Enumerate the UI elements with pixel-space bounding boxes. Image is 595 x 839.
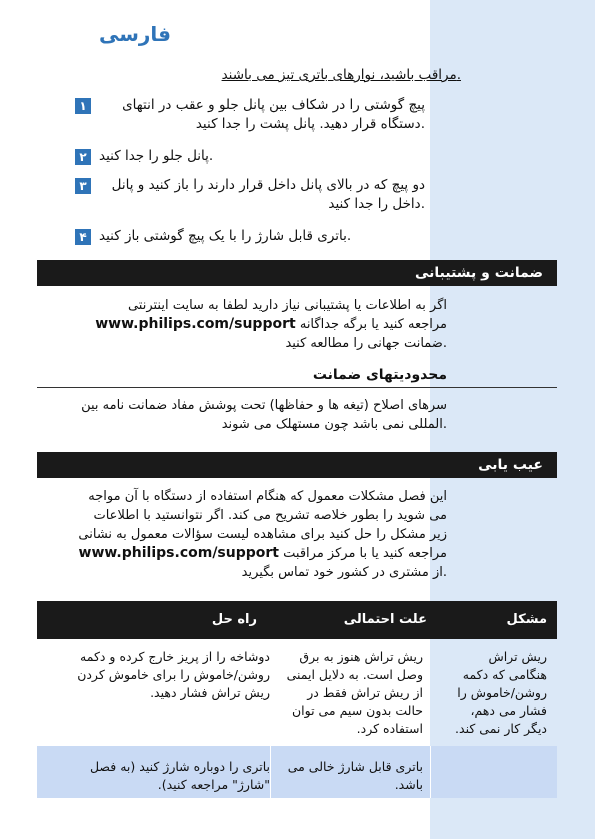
cell-divider bbox=[270, 746, 271, 798]
divider bbox=[37, 387, 557, 388]
table-header bbox=[37, 601, 557, 639]
step-2 bbox=[75, 147, 425, 166]
guarantee-text bbox=[75, 296, 447, 353]
guarantee-heading: ضمانت و پشتیبانی bbox=[37, 260, 557, 286]
restrictions-heading: محدودیتهای ضمانت bbox=[312, 367, 447, 383]
restrictions-text: سرهای اصلاح (تیغه ها و حفاظها) تحت پوشش مفاد ضمانت نامه بین المللی نمی باشد چون مستهلک می شوند. bbox=[81, 398, 447, 432]
header-cause: علت احتمالی bbox=[343, 612, 427, 627]
step-number: ۳ bbox=[75, 178, 91, 194]
row1-problem: ریش تراش هنگامی که دکمه روشن/خاموش را فشار می دهم، دیگر کار نمی کند. bbox=[455, 649, 547, 736]
cell-divider bbox=[430, 746, 431, 798]
row1-cause: ریش تراش هنوز به برق وصل است. به دلایل ایمنی از ریش تراش فقط در حالت بدون سیم می توان استفاده کرد. bbox=[286, 649, 423, 736]
guarantee-text-before: اگر به اطلاعات یا پشتیبانی نیاز دارید لطفا به سایت اینترنتی bbox=[127, 298, 447, 313]
row2-solution: باتری را دوباره شارژ کنید (به فصل "شارژ" مراجعه کنید). bbox=[89, 759, 270, 792]
step-1 bbox=[75, 96, 425, 134]
step-text: پیچ گوشتی را در شکاف بین پانل جلو و عقب در انتهای دستگاه قرار دهید. پانل پشت را جدا کنید. bbox=[122, 97, 425, 132]
step-text: دو پیچ که در بالای پانل داخل قرار دارند را باز کنید و پانل داخل را جدا کنید. bbox=[111, 177, 425, 212]
support-link[interactable]: www.philips.com/support bbox=[78, 545, 279, 561]
caution-note: مراقب باشید، نوارهای باتری تیز می باشند. bbox=[221, 67, 461, 83]
guarantee-text-after: مراجعه کنید یا برگه جداگانه ضمانت جهانی را مطالعه کنید. bbox=[285, 317, 447, 351]
header-solution: راه حل bbox=[211, 612, 257, 627]
step-4 bbox=[75, 227, 425, 246]
step-number: ۴ bbox=[75, 229, 91, 245]
step-number: ۱ bbox=[75, 98, 91, 114]
support-link[interactable]: www.philips.com/support bbox=[95, 316, 296, 332]
step-text: باتری قابل شارژ را با یک پیچ گوشتی باز کنید. bbox=[99, 228, 352, 244]
troubleshooting-text bbox=[75, 487, 447, 582]
troubleshooting-heading: عیب یابی bbox=[37, 452, 557, 478]
header-problem: مشکل bbox=[506, 612, 547, 627]
troubleshooting-text-after: مراجعه کنید یا با مرکز مراقبت از مشتری در کشور خود تماس بگیرید. bbox=[241, 546, 447, 580]
step-text: پانل جلو را جدا کنید. bbox=[99, 148, 214, 164]
row2-cause: باتری قابل شارژ خالی می باشد. bbox=[287, 759, 423, 792]
troubleshooting-text-before: این فصل مشکلات معمول که هنگام استفاده از دستگاه با آن مواجه می شوید را بطور خلاصه تشریح می کند. اگر نتوانستید با اطلاعات زیر مشکل را حل کنید برای مشاهده لیست سؤالات معمول به نشانی bbox=[78, 489, 447, 542]
language-label: فارسی bbox=[98, 22, 171, 46]
step-3 bbox=[75, 176, 425, 214]
row1-solution: دوشاخه را از پریز خارج کرده و دکمه روشن/خاموش را برای خاموش کردن ریش تراش فشار دهید. bbox=[77, 649, 270, 700]
step-number: ۲ bbox=[75, 149, 91, 165]
